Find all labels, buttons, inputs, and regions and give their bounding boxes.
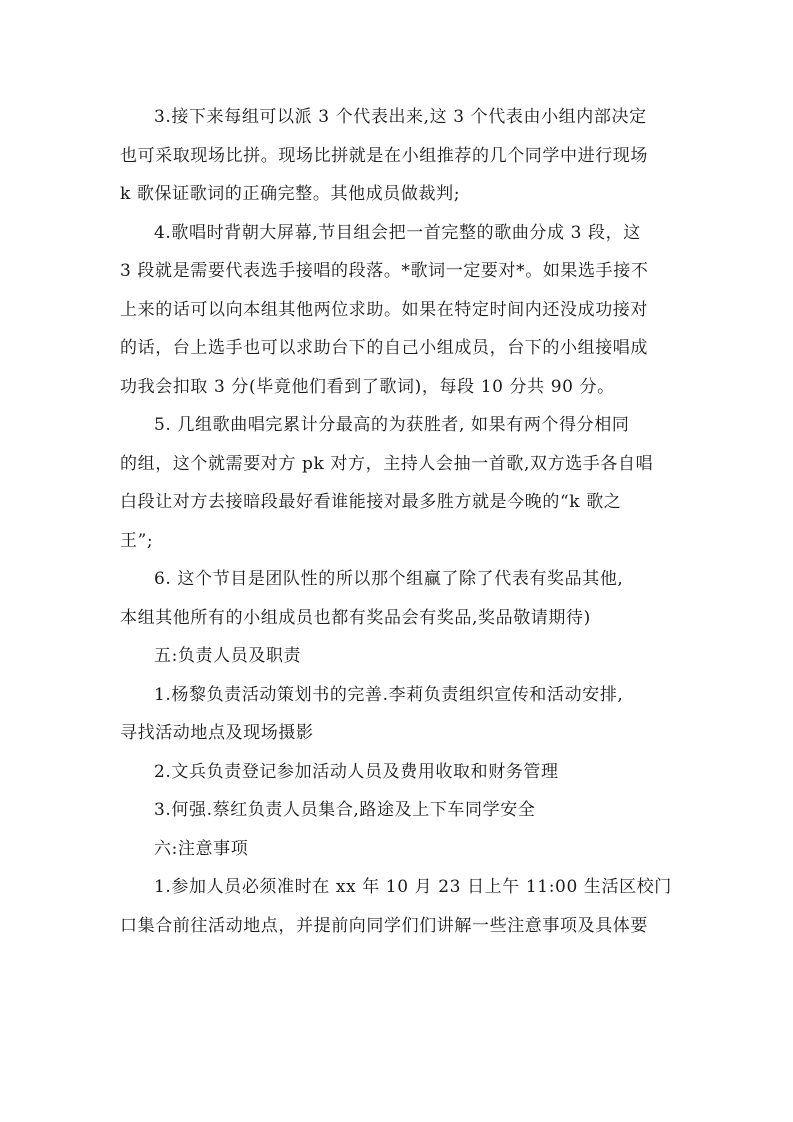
text-line: 也可采取现场比拼。现场比拼就是在小组推荐的几个同学中进行现场 <box>120 145 648 166</box>
text-line: 的组，这个就需要对方 pk 对方，主持人会抽一首歌,双方选手各自唱 <box>120 453 654 474</box>
text-line: k 歌保证歌词的正确完整。其他成员做裁判; <box>120 184 461 204</box>
text-line: 2.文兵负责登记参加活动人员及费用收取和财务管理 <box>154 761 559 782</box>
text-line: 3.何强.蔡红负责人员集合,路途及上下车同学安全 <box>154 800 536 820</box>
text-line: 白段让对方去接暗段最好看谁能接对最多胜方就是今晚的“k 歌之 <box>120 492 622 512</box>
rule-item-3 <box>120 98 680 214</box>
text-line: 1.杨黎负责活动策划书的完善.李莉负责组织宣传和活动安排, <box>154 684 624 705</box>
rule-item-6 <box>120 560 680 637</box>
section-heading-text: 五:负责人员及职责 <box>154 646 302 666</box>
rule-item-4 <box>120 214 680 407</box>
text-line: 王”; <box>120 530 154 551</box>
text-line: 功我会扣取 3 分(毕竟他们看到了歌词)，每段 10 分共 90 分。 <box>120 376 615 397</box>
text-line: 上来的话可以向本组其他两位求助。如果在特定时间内还没成功接对 <box>120 299 648 320</box>
text-line: 本组其他所有的小组成员也都有奖品会有奖品,奖品敬请期待) <box>120 607 591 628</box>
text-line: 的话，台上选手也可以求助台下的自己小组成员，台下的小组接唱成 <box>120 338 648 358</box>
duty-item-2 <box>120 753 680 792</box>
text-line: 5. 几组歌曲唱完累计分最高的为获胜者, 如果有两个得分相同 <box>154 415 630 435</box>
note-item-1 <box>120 868 680 945</box>
text-line: 4.歌唱时背朝大屏幕,节目组会把一首完整的歌曲分成 3 段，这 <box>154 222 641 243</box>
text-line: 寻找活动地点及现场摄影 <box>120 723 314 743</box>
text-line: 口集合前往活动地点，并提前向同学们们讲解一些注意事项及具体要 <box>120 915 648 936</box>
document-body <box>120 98 680 945</box>
text-line: 6. 这个节目是团队性的所以那个组赢了除了代表有奖品其他, <box>154 569 624 589</box>
section-heading-notes <box>120 830 680 869</box>
section-heading-responsibilities <box>120 637 680 676</box>
text-line: 3 段就是需要代表选手接唱的段落。*歌词一定要对*。如果选手接不 <box>120 261 649 281</box>
section-heading-text: 六:注意事项 <box>154 838 249 859</box>
duty-item-3 <box>120 791 680 830</box>
text-line: 1.参加人员必须准时在 xx 年 10 月 23 日上午 11:00 生活区校门 <box>154 877 672 897</box>
duty-item-1 <box>120 676 680 753</box>
rule-item-5 <box>120 406 680 560</box>
text-line: 3.接下来每组可以派 3 个代表出来,这 3 个代表由小组内部决定 <box>154 107 647 127</box>
